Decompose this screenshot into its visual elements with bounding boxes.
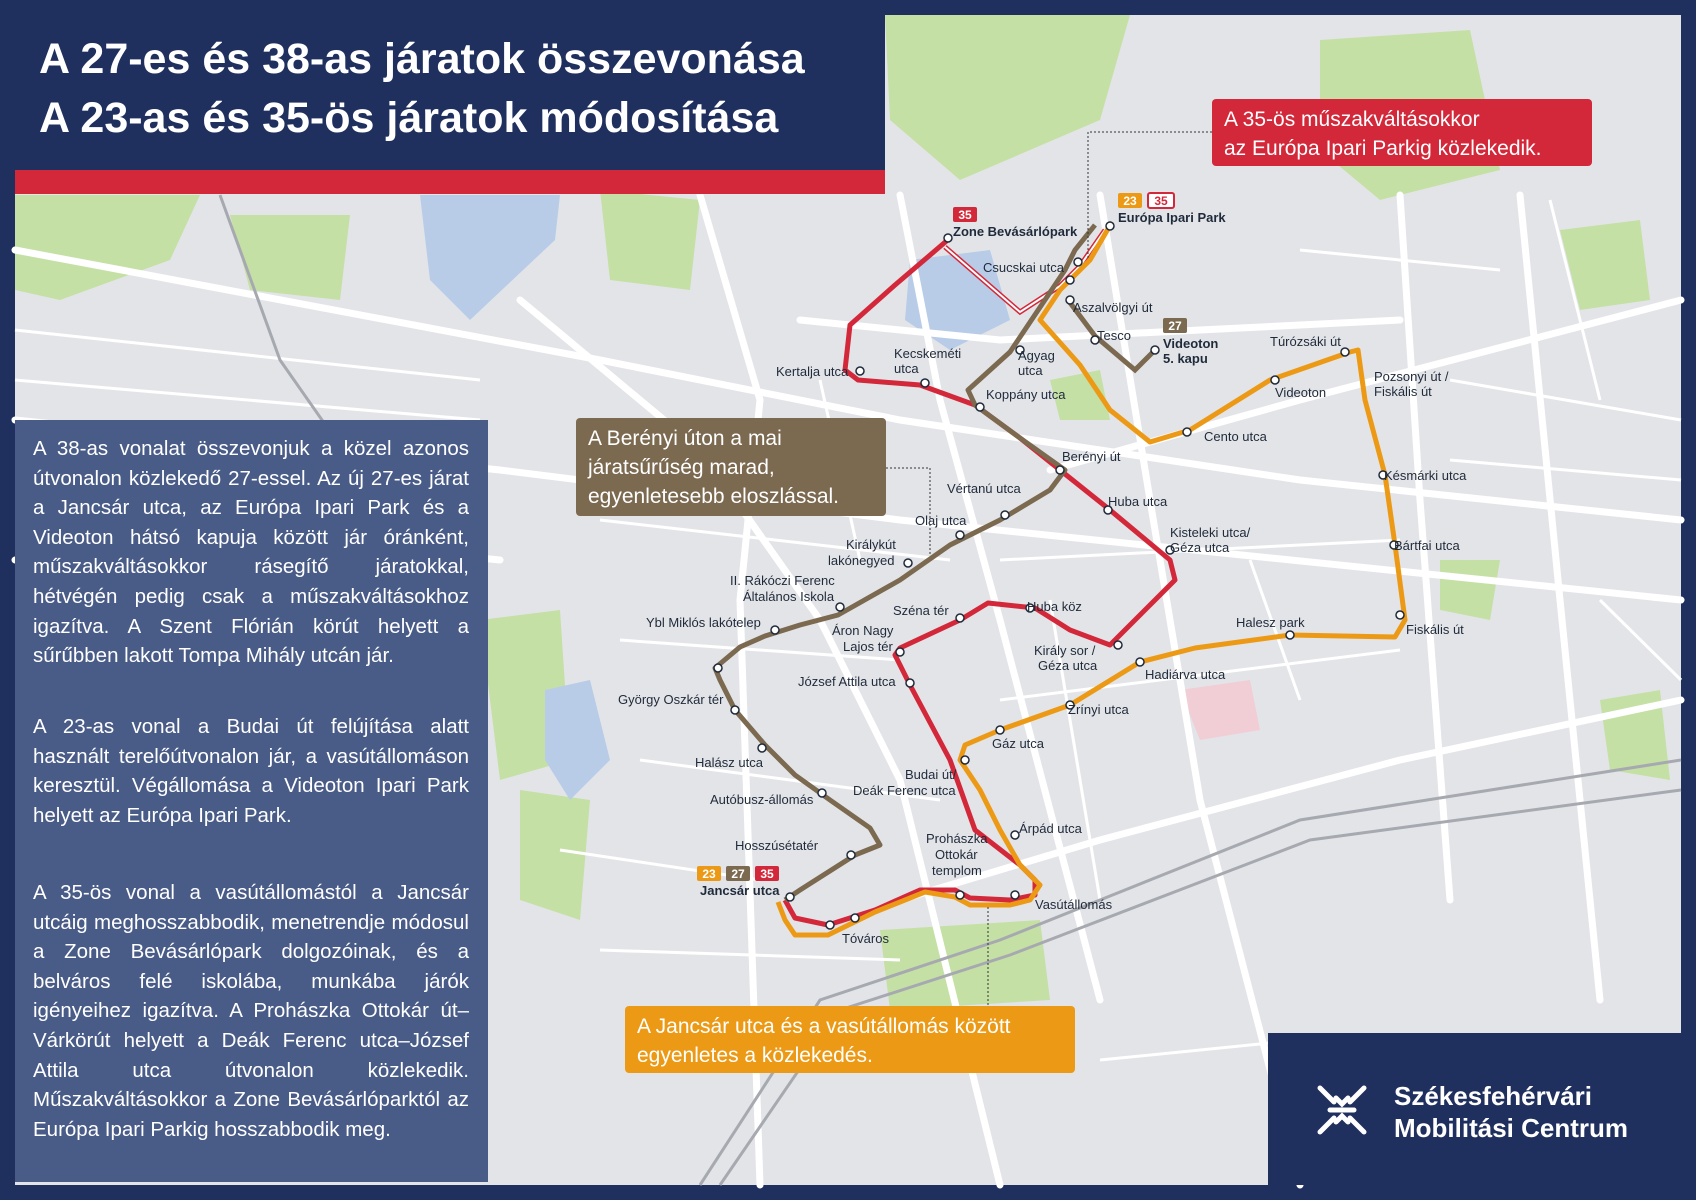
stop-gaz: Gáz utca [992,736,1045,751]
badge-27-jancsar-text: 27 [731,867,745,881]
callout-route-35 [1212,99,1592,166]
stop-aron-2: Lajos tér [843,639,893,654]
mobility-centre-logo-icon [1314,1082,1370,1138]
badge-35-zone-text: 35 [958,208,972,222]
callout-route-35-line-1: A 35-ös műszakváltásokkor [1224,108,1480,131]
callout-route-23-line-1: A Jancsár utca és a vasútállomás között [637,1015,1011,1038]
stop-pozsonyi-2: Fiskális út [1374,384,1432,399]
stop-kertalja: Kertalja utca [776,364,849,379]
stop-tovaros: Tóváros [842,931,889,946]
stop-berenyi: Berényi út [1062,449,1121,464]
callout-route-23 [625,1006,1075,1073]
stop-szena: Széna tér [893,603,949,618]
stop-vasutallomas: Vasútállomás [1035,897,1113,912]
stop-halesz: Halesz park [1236,615,1305,630]
stop-videoton: Videoton [1275,385,1327,400]
stop-huba: Huba utca [1108,494,1168,509]
info-paragraph-2: A 23-as vonal a Budai út felújítása alatt használt terelőútvonalon jár, a vasútállomáson keresztül. Végállomása a Videoton Ipari Park helyett az Európa Ipari Park. [33,715,469,827]
stop-ybl: Ybl Miklós lakótelep [646,615,761,630]
stop-halasz: Halász utca [695,755,763,770]
stop-tesco: Tesco [1097,328,1131,343]
stop-cento: Cento utca [1204,429,1267,444]
stop-vertanu: Vértanú utca [947,481,1021,496]
callout-route-27 [576,418,886,516]
info-panel [15,420,488,1182]
badge-23-europa-text: 23 [1123,194,1137,208]
stop-rakoczi-2: Általános Iskola [743,589,835,604]
badge-35-zone [953,207,977,222]
stop-kisteleki-2: Géza utca [1170,540,1230,555]
stop-prohaszka-3: templom [932,863,982,878]
badge-27-videoton [1163,318,1187,333]
stop-arpad: Árpád utca [1019,821,1082,836]
stop-fiskalis: Fiskális út [1406,622,1464,637]
stop-csucskai: Csucskai utca [983,260,1064,275]
stop-prohaszka-1: Prohászka [926,831,988,846]
stop-turozsaki: Túrózsáki út [1270,334,1341,349]
page-title-line-1: A 27-es és 38-as járatok összevonása [39,35,805,83]
stop-kiraly-1: Király sor / [1034,643,1096,658]
stop-kecskemeti-1: Kecskeméti [894,346,962,361]
stop-gyorgy: György Oszkár tér [618,692,724,707]
stop-hosszusetater: Hosszúsétatér [735,838,819,853]
badge-23-europa [1118,193,1142,208]
stop-bartfai: Bártfai utca [1394,538,1460,553]
stop-autobusz: Autóbusz-állomás [710,792,814,807]
stop-videoton-kapu-2: 5. kapu [1163,351,1208,366]
stop-agyag-1: Agyag [1018,348,1055,363]
callout-route-23-line-2: egyenletes a közlekedés. [637,1044,873,1067]
stop-videoton-kapu-1: Videoton [1163,336,1219,351]
stop-huba-koz: Huba köz [1027,599,1082,614]
stop-budai-1: Budai út/ [905,767,957,782]
stop-pozsonyi-1: Pozsonyi út / [1374,369,1449,384]
logo-text-line-1: Székesfehérvári [1394,1081,1593,1111]
stop-jozsef-attila: József Attila utca [798,674,896,689]
stop-kesmarki: Késmárki utca [1384,468,1467,483]
page-title-line-2: A 23-as és 35-ös járatok módosítása [39,94,779,142]
title-box [15,15,885,170]
stop-agyag-2: utca [1018,363,1043,378]
info-paragraph-3: A 35-ös vonal a vasútállomástól a Jancsár utcáig meghosszabbodik, menetrendje módosul a Zone Bevásárlópark dolgozóinak, és a belváros felé iskolába, munkába járók igényeihez igazítva. A Prohászka Ottokár út–Várkörút helyett a Deák Ferenc utca–József Attila utca útvonalon közlekedik. Műszakváltásokkor a Zone Bevásárlóparktól az Európa Ipari Parkig hosszabbodik meg. [33,881,469,1141]
stop-koppany: Koppány utca [986,387,1066,402]
badge-27-videoton-text: 27 [1168,319,1182,333]
stop-aszalvolgyi: Aszalvölgyi út [1073,300,1153,315]
stop-rakoczi-1: II. Rákóczi Ferenc [730,573,835,588]
stop-hadiarva: Hadiárva utca [1145,667,1226,682]
callout-route-27-line-2: járatsűrűség marad, [588,456,775,479]
info-paragraph-1: A 38-as vonalat összevonjuk a közel azonos útvonalon közlekedő 27-essel. Az új 27-es járat a Jancsár utca, az Európa Ipari Park és a Videoton hátsó kapuja között jár óránként, műszakváltásokkor rásegítő járatokkal, hétvégén pedig csak a műszakváltásokhoz igazítva. A Szent Flórián körút helyett a sűrűbben lakott Tompa Mihály utcán jár. [33,437,469,668]
title-accent-bar [15,170,885,194]
badge-35-jancsar-text: 35 [760,867,774,881]
badge-35-europa [1148,193,1174,208]
badge-23-jancsar-text: 23 [702,867,716,881]
badge-group-jancsar [697,866,779,881]
stop-kiraly-2: Géza utca [1038,658,1098,673]
stop-olaj: Olaj utca [915,513,967,528]
stop-kisteleki-1: Kisteleki utca/ [1170,525,1251,540]
logo-box [1268,1033,1681,1185]
callout-route-27-line-1: A Berényi úton a mai [588,427,782,450]
badge-35-europa-text: 35 [1154,194,1168,208]
stop-europa: Európa Ipari Park [1118,210,1226,225]
stop-budai-2: Deák Ferenc utca [853,783,956,798]
stop-aron-1: Áron Nagy [832,623,894,638]
callout-route-35-line-2: az Európa Ipari Parkig közlekedik. [1224,137,1542,160]
stop-zone: Zone Bevásárlópark [953,224,1078,239]
stop-prohaszka-2: Ottokár [935,847,978,862]
logo-text-line-2: Mobilitási Centrum [1394,1113,1629,1143]
stop-kecskemeti-2: utca [894,361,919,376]
stop-kiralykut-2: lakónegyed [828,553,895,568]
stop-zrinyi: Zrínyi utca [1068,702,1129,717]
stop-jancsar: Jancsár utca [700,883,780,898]
callout-route-27-line-3: egyenletesebb eloszlással. [588,485,839,508]
stop-kiralykut-1: Királykút [846,537,896,552]
